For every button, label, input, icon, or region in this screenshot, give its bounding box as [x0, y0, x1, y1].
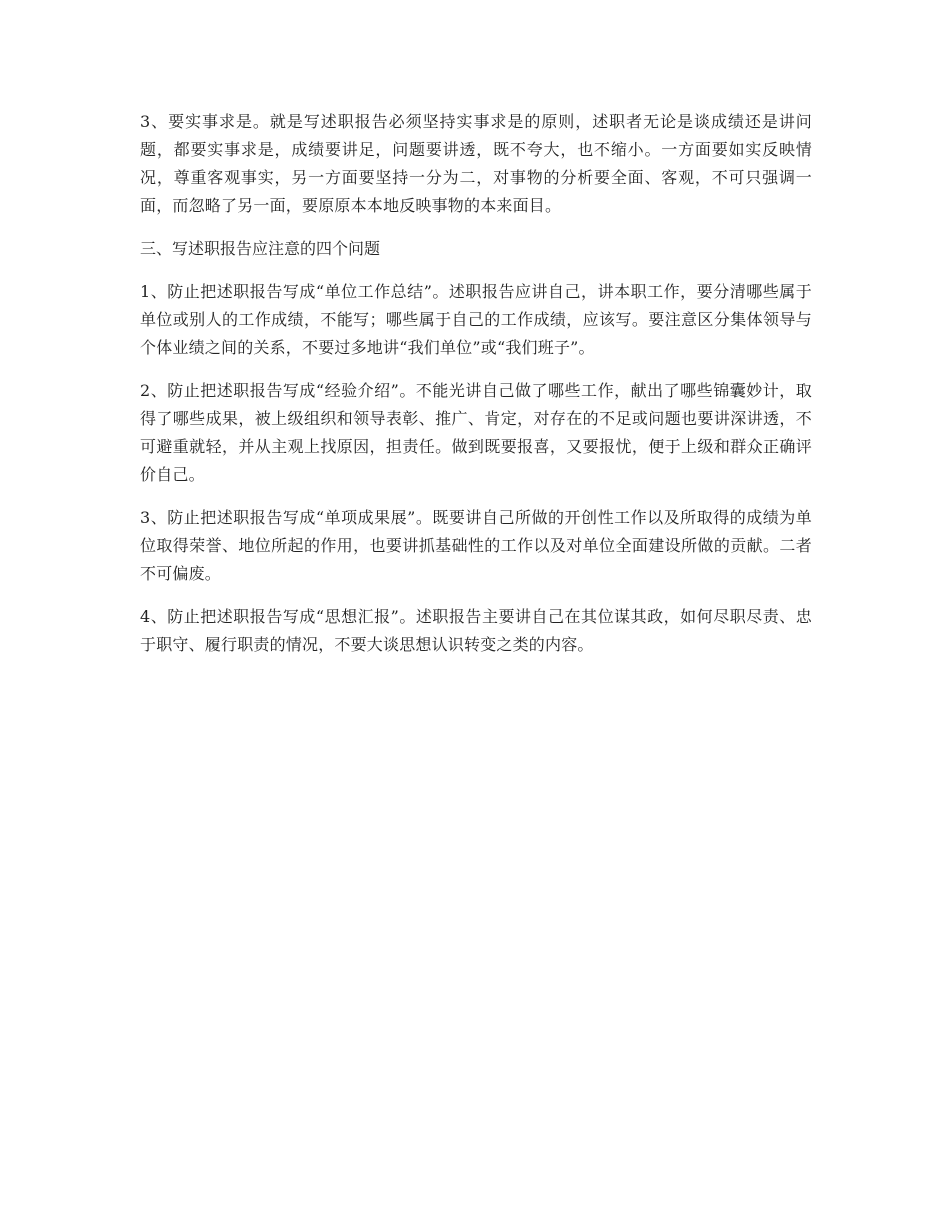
paragraph-issue-2: 2、防止把述职报告写成“经验介绍”。不能光讲自己做了哪些工作，献出了哪些锦囊妙计，取得了哪些成果，被上级组织和领导表彰、推广、肯定，对存在的不足或问题也要讲深讲透，不可避重就轻，并从主观上找原因，担责任。做到既要报喜，又要报忧，便于上级和群众正确评价自己。 — [140, 381, 812, 484]
paragraph-seek-truth: 3、要实事求是。就是写述职报告必须坚持实事求是的原则，述职者无论是谈成绩还是讲问题，都要实事求是，成绩要讲足，问题要讲透，既不夸大，也不缩小。一方面要如实反映情况，尊重客观事实，另一方面要坚持一分为二，对事物的分析要全面、客观，不可只强调一面，而忽略了另一面，要原原本本地反映事物的本来面目。 — [140, 112, 812, 215]
paragraph-issue-3: 3、防止把述职报告写成“单项成果展”。既要讲自己所做的开创性工作以及所取得的成绩为单位取得荣誉、地位所起的作用，也要讲抓基础性的工作以及对单位全面建设所做的贡献。二者不可偏废。 — [140, 508, 812, 583]
section-heading-four-issues: 三、写述职报告应注意的四个问题 — [140, 239, 381, 258]
document-body — [140, 108, 812, 674]
paragraph-issue-1: 1、防止把述职报告写成“单位工作总结”。述职报告应讲自己，讲本职工作，要分清哪些属于单位或别人的工作成绩，不能写；哪些属于自己的工作成绩，应该写。要注意区分集体领导与个体业绩之间的关系，不要过多地讲“我们单位”或“我们班子”。 — [140, 282, 812, 357]
paragraph-issue-4: 4、防止把述职报告写成“思想汇报”。述职报告主要讲自己在其位谋其政，如何尽职尽责、忠于职守、履行职责的情况，不要大谈思想认识转变之类的内容。 — [140, 607, 812, 654]
